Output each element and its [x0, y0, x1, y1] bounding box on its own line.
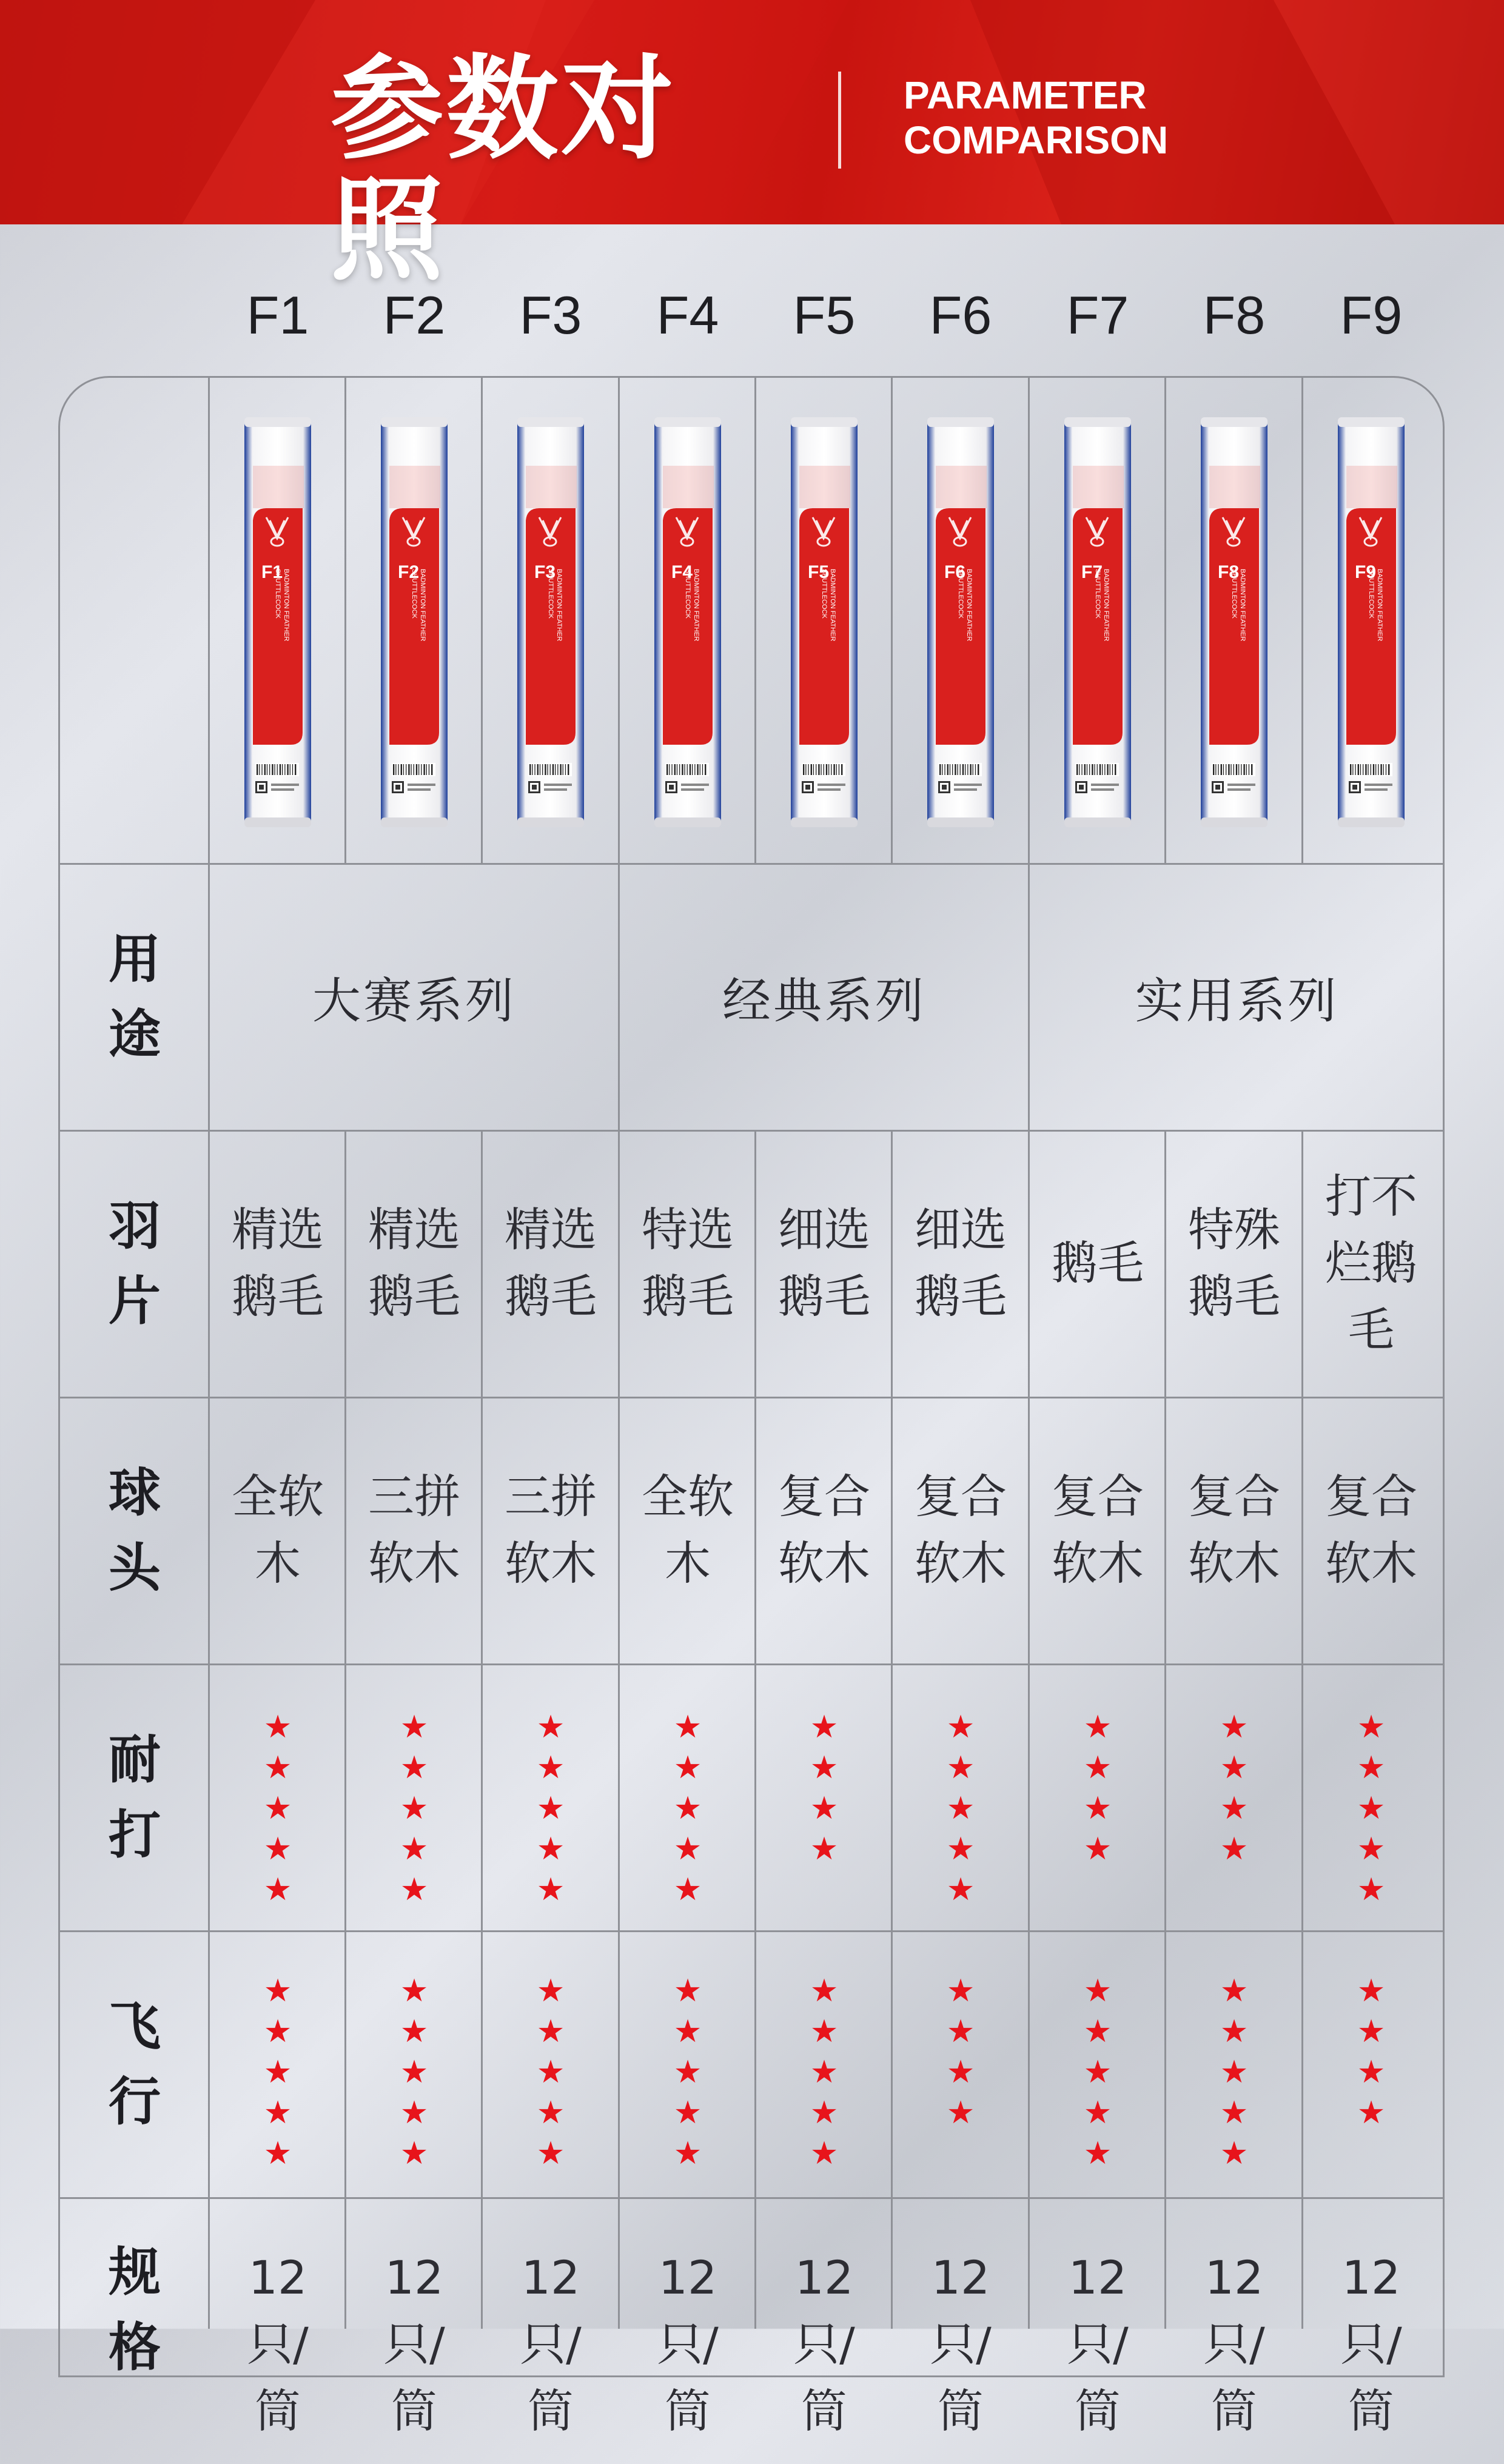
shuttlecock-tube-image-f7 — [1062, 417, 1133, 827]
svg-text:SHUTTLECOCK: SHUTTLECOCK — [1367, 569, 1375, 619]
star-icon: ★ — [1357, 2013, 1386, 2050]
spec-cell — [892, 2197, 1029, 2464]
star-icon: ★ — [810, 2054, 839, 2090]
head-cell — [756, 1397, 893, 1663]
star-icon: ★ — [263, 1790, 292, 1827]
star-icon: ★ — [263, 2135, 292, 2172]
spec-cell — [1303, 2197, 1440, 2464]
svg-text:SHUTTLECOCK: SHUTTLECOCK — [1230, 569, 1238, 619]
flight-rating — [1303, 1971, 1440, 2133]
svg-text:SHUTTLECOCK: SHUTTLECOCK — [956, 569, 964, 619]
star-icon: ★ — [1357, 1709, 1386, 1745]
column-divider — [344, 376, 346, 863]
head-cell — [1166, 1397, 1303, 1663]
feather-value: 特选鹅毛 — [642, 1203, 734, 1323]
svg-text:F7: F7 — [1081, 562, 1103, 582]
column-divider — [481, 376, 483, 863]
durability-rating — [892, 1707, 1029, 1910]
flight-rating — [346, 1971, 483, 2174]
spec-value: 12只/筒 — [657, 2251, 719, 2438]
star-icon: ★ — [536, 2013, 565, 2050]
star-icon: ★ — [946, 1790, 975, 1827]
feather-cell — [1166, 1130, 1303, 1397]
page-title: 参数对照 — [331, 43, 677, 296]
svg-text:BADMINTON FEATHER: BADMINTON FEATHER — [828, 569, 836, 642]
title-divider — [838, 72, 841, 169]
head-value: 复合软木 — [778, 1469, 870, 1590]
column-divider — [754, 376, 756, 863]
svg-text:BADMINTON FEATHER: BADMINTON FEATHER — [692, 569, 700, 642]
spec-value: 12只/筒 — [383, 2251, 445, 2438]
model-label-f7: F7 — [1066, 285, 1129, 345]
feather-cell — [619, 1130, 756, 1397]
star-icon: ★ — [673, 1831, 702, 1867]
feather-value: 特殊鹅毛 — [1188, 1203, 1280, 1323]
model-label-f6: F6 — [929, 285, 992, 345]
svg-text:BADMINTON FEATHER: BADMINTON FEATHER — [1238, 569, 1246, 642]
svg-text:F9: F9 — [1354, 562, 1376, 582]
star-icon: ★ — [810, 1790, 839, 1827]
star-icon: ★ — [536, 2135, 565, 2172]
star-icon: ★ — [1357, 1790, 1386, 1827]
svg-text:F2: F2 — [397, 562, 419, 582]
star-icon: ★ — [263, 2054, 292, 2090]
star-icon: ★ — [536, 1709, 565, 1745]
star-icon: ★ — [673, 1709, 702, 1745]
star-icon: ★ — [673, 2135, 702, 2172]
column-divider — [1164, 376, 1166, 863]
feather-value: 精选鹅毛 — [368, 1203, 460, 1323]
star-icon: ★ — [1220, 2013, 1249, 2050]
star-icon: ★ — [1083, 1973, 1112, 2009]
star-icon: ★ — [810, 2095, 839, 2131]
head-value: 全软木 — [232, 1469, 324, 1590]
durability-rating — [1303, 1707, 1440, 1910]
star-icon: ★ — [1220, 1973, 1249, 2009]
feather-cell — [482, 1130, 619, 1397]
row-divider — [58, 1663, 1445, 1665]
star-icon: ★ — [1083, 2095, 1112, 2131]
star-icon: ★ — [673, 1790, 702, 1827]
star-icon: ★ — [400, 1831, 429, 1867]
star-icon: ★ — [400, 2095, 429, 2131]
shuttlecock-tube-image-f4 — [652, 417, 723, 827]
head-cell — [619, 1397, 756, 1663]
head-cell — [892, 1397, 1029, 1663]
feather-cell — [1303, 1130, 1440, 1397]
model-label-f1: F1 — [246, 285, 309, 345]
spec-cell — [1166, 2197, 1303, 2464]
spec-cell — [482, 2197, 619, 2464]
spec-value: 12只/筒 — [930, 2251, 992, 2438]
svg-text:BADMINTON FEATHER: BADMINTON FEATHER — [555, 569, 563, 642]
head-cell — [346, 1397, 483, 1663]
star-icon: ★ — [536, 1750, 565, 1786]
svg-text:BADMINTON FEATHER: BADMINTON FEATHER — [418, 569, 426, 642]
star-icon: ★ — [400, 2054, 429, 2090]
star-icon: ★ — [1220, 1709, 1249, 1745]
svg-text:SHUTTLECOCK: SHUTTLECOCK — [683, 569, 691, 619]
star-icon: ★ — [810, 2135, 839, 2172]
star-icon: ★ — [1357, 1973, 1386, 2009]
shuttlecock-tube-image-f3 — [515, 417, 586, 827]
row-label-feather: 羽片 — [109, 1195, 161, 1332]
star-icon: ★ — [263, 1750, 292, 1786]
svg-text:BADMINTON FEATHER: BADMINTON FEATHER — [282, 569, 290, 642]
spec-value: 12只/筒 — [1067, 2251, 1129, 2438]
durability-rating — [346, 1707, 483, 1910]
svg-text:F6: F6 — [944, 562, 965, 582]
star-icon: ★ — [1357, 2054, 1386, 2090]
star-icon: ★ — [263, 1973, 292, 2009]
feather-value: 精选鹅毛 — [505, 1203, 597, 1323]
durability-rating — [619, 1707, 756, 1910]
spec-cell — [756, 2197, 893, 2464]
durability-rating — [209, 1707, 346, 1910]
feather-value: 细选鹅毛 — [778, 1203, 870, 1323]
head-value: 全软木 — [642, 1469, 734, 1590]
star-icon: ★ — [810, 1973, 839, 2009]
model-label-f3: F3 — [519, 285, 582, 345]
shuttlecock-tube-image-f8 — [1198, 417, 1270, 827]
model-label-f5: F5 — [793, 285, 856, 345]
star-icon: ★ — [1220, 2054, 1249, 2090]
column-divider — [1301, 376, 1303, 863]
spec-cell — [1029, 2197, 1166, 2464]
flight-rating — [1166, 1971, 1303, 2174]
row-label-usage: 用途 — [109, 928, 161, 1065]
star-icon: ★ — [536, 1831, 565, 1867]
svg-text:SHUTTLECOCK: SHUTTLECOCK — [546, 569, 554, 619]
star-icon: ★ — [1083, 2135, 1112, 2172]
spec-cell — [209, 2197, 346, 2464]
header-banner — [0, 0, 1504, 296]
star-icon: ★ — [946, 2013, 975, 2050]
spec-value: 12只/筒 — [1203, 2251, 1265, 2438]
feather-cell — [756, 1130, 893, 1397]
feather-value: 打不烂鹅毛 — [1325, 1169, 1417, 1357]
star-icon: ★ — [1083, 1790, 1112, 1827]
star-icon: ★ — [946, 1750, 975, 1786]
spec-value: 12只/筒 — [520, 2251, 582, 2438]
shuttlecock-tube-image-f2 — [378, 417, 450, 827]
shuttlecock-tube-image-f5 — [788, 417, 860, 827]
feather-value: 精选鹅毛 — [232, 1203, 324, 1323]
flight-rating — [892, 1971, 1029, 2133]
star-icon: ★ — [536, 2095, 565, 2131]
svg-text:SHUTTLECOCK: SHUTTLECOCK — [410, 569, 418, 619]
flight-rating — [209, 1971, 346, 2174]
svg-text:BADMINTON FEATHER: BADMINTON FEATHER — [1375, 569, 1383, 642]
row-divider — [58, 863, 1445, 865]
star-icon: ★ — [1357, 1831, 1386, 1867]
head-value: 复合软木 — [1188, 1469, 1280, 1590]
shuttlecock-tube-image-f9 — [1335, 417, 1407, 827]
svg-text:F5: F5 — [807, 562, 829, 582]
star-icon: ★ — [400, 1790, 429, 1827]
star-icon: ★ — [1220, 1831, 1249, 1867]
svg-text:BADMINTON FEATHER: BADMINTON FEATHER — [965, 569, 973, 642]
model-label-f8: F8 — [1203, 285, 1266, 345]
star-icon: ★ — [810, 1709, 839, 1745]
star-icon: ★ — [673, 1871, 702, 1908]
model-label-f4: F4 — [656, 285, 719, 345]
star-icon: ★ — [400, 1709, 429, 1745]
flight-rating — [756, 1971, 893, 2174]
svg-text:F8: F8 — [1217, 562, 1239, 582]
star-icon: ★ — [400, 2013, 429, 2050]
star-icon: ★ — [946, 1973, 975, 2009]
svg-text:F3: F3 — [534, 562, 556, 582]
head-value: 三拼软木 — [368, 1469, 460, 1590]
row-label-flight: 飞行 — [109, 1996, 161, 2132]
star-icon: ★ — [946, 1871, 975, 1908]
star-icon: ★ — [1220, 1750, 1249, 1786]
page-subtitle: PARAMETER COMPARISON — [904, 73, 1169, 162]
star-icon: ★ — [263, 2095, 292, 2131]
star-icon: ★ — [673, 1973, 702, 2009]
star-icon: ★ — [263, 1831, 292, 1867]
flight-rating — [482, 1971, 619, 2174]
row-label-head: 球头 — [109, 1462, 161, 1599]
star-icon: ★ — [1083, 2054, 1112, 2090]
star-icon: ★ — [536, 2054, 565, 2090]
column-divider — [891, 376, 893, 863]
star-icon: ★ — [536, 1790, 565, 1827]
spec-value: 12只/筒 — [247, 2251, 309, 2438]
head-value: 复合软木 — [1325, 1469, 1417, 1590]
star-icon: ★ — [1083, 1750, 1112, 1786]
star-icon: ★ — [263, 2013, 292, 2050]
star-icon: ★ — [1220, 2135, 1249, 2172]
star-icon: ★ — [400, 1973, 429, 2009]
series-tournament: 大赛系列 — [312, 973, 516, 1029]
feather-cell — [346, 1130, 483, 1397]
feather-cell — [209, 1130, 346, 1397]
model-label-f2: F2 — [383, 285, 446, 345]
star-icon: ★ — [536, 1973, 565, 2009]
durability-rating — [1166, 1707, 1303, 1870]
star-icon: ★ — [946, 2095, 975, 2131]
star-icon: ★ — [1357, 1750, 1386, 1786]
row-label-durability: 耐打 — [109, 1729, 161, 1865]
star-icon: ★ — [1220, 2095, 1249, 2131]
row-divider — [58, 1930, 1445, 1932]
feather-cell — [892, 1130, 1029, 1397]
shuttlecock-tube-image-f6 — [925, 417, 996, 827]
star-icon: ★ — [263, 1709, 292, 1745]
star-icon: ★ — [536, 1871, 565, 1908]
head-value: 复合软木 — [1052, 1469, 1144, 1590]
svg-text:F4: F4 — [671, 562, 693, 582]
series-practical: 实用系列 — [1135, 973, 1339, 1029]
series-classic: 经典系列 — [722, 973, 926, 1029]
star-icon: ★ — [400, 1750, 429, 1786]
spec-cell — [346, 2197, 483, 2464]
feather-value: 鹅毛 — [1052, 1236, 1144, 1290]
svg-text:SHUTTLECOCK: SHUTTLECOCK — [1093, 569, 1101, 619]
durability-rating — [1029, 1707, 1166, 1870]
durability-rating — [482, 1707, 619, 1910]
star-icon: ★ — [673, 2013, 702, 2050]
flight-rating — [619, 1971, 756, 2174]
head-value: 三拼软木 — [505, 1469, 597, 1590]
spec-value: 12只/筒 — [1340, 2251, 1402, 2438]
feather-value: 细选鹅毛 — [915, 1203, 1007, 1323]
flight-rating — [1029, 1971, 1166, 2174]
head-cell — [482, 1397, 619, 1663]
star-icon: ★ — [1357, 1871, 1386, 1908]
star-icon: ★ — [946, 2054, 975, 2090]
star-icon: ★ — [810, 2013, 839, 2050]
row-label-spec: 规格 — [109, 2242, 161, 2378]
star-icon: ★ — [673, 2095, 702, 2131]
star-icon: ★ — [1220, 1790, 1249, 1827]
svg-text:BADMINTON FEATHER: BADMINTON FEATHER — [1102, 569, 1110, 642]
star-icon: ★ — [1083, 1831, 1112, 1867]
star-icon: ★ — [1357, 2095, 1386, 2131]
feather-cell — [1029, 1130, 1166, 1397]
star-icon: ★ — [263, 1871, 292, 1908]
star-icon: ★ — [810, 1831, 839, 1867]
head-cell — [209, 1397, 346, 1663]
svg-text:SHUTTLECOCK: SHUTTLECOCK — [274, 569, 281, 619]
star-icon: ★ — [1083, 2013, 1112, 2050]
star-icon: ★ — [673, 2054, 702, 2090]
shuttlecock-tube-image-f1 — [242, 417, 314, 827]
star-icon: ★ — [673, 1750, 702, 1786]
star-icon: ★ — [400, 2135, 429, 2172]
spec-value: 12只/筒 — [793, 2251, 855, 2438]
head-value: 复合软木 — [915, 1469, 1007, 1590]
spec-cell — [619, 2197, 756, 2464]
star-icon: ★ — [810, 1750, 839, 1786]
svg-text:SHUTTLECOCK: SHUTTLECOCK — [820, 569, 828, 619]
model-label-f9: F9 — [1340, 285, 1403, 345]
star-icon: ★ — [400, 1871, 429, 1908]
star-icon: ★ — [946, 1831, 975, 1867]
star-icon: ★ — [1083, 1709, 1112, 1745]
star-icon: ★ — [946, 1709, 975, 1745]
svg-text:F1: F1 — [261, 562, 283, 582]
head-cell — [1029, 1397, 1166, 1663]
durability-rating — [756, 1707, 893, 1870]
head-cell — [1303, 1397, 1440, 1663]
